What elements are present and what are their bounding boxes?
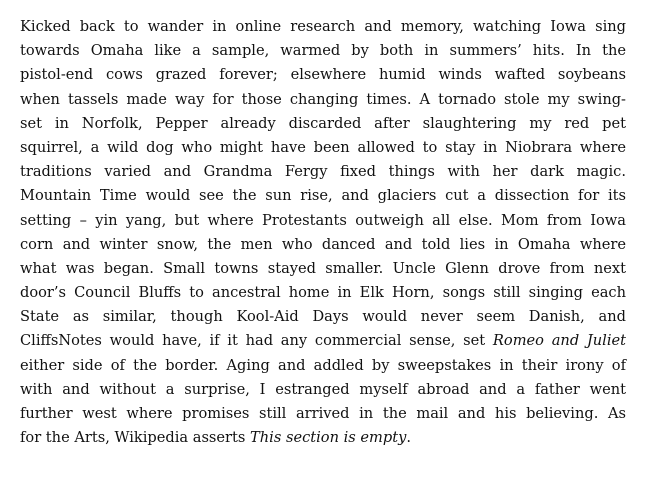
text-line-15: either side of the border. Aging and addled by sweepstakes in their irony of <box>20 356 626 374</box>
document-body <box>20 15 626 450</box>
text-line-3: pistol-end cows grazed forever; elsewhere humid winds wafted soybeans <box>20 66 626 84</box>
text-line-14 <box>20 329 626 353</box>
text-line-7: traditions varied and Grandma Fergy fixed things with her dark magic. <box>20 163 626 181</box>
text-line-10: corn and winter snow, the men who danced and told lies in Omaha where <box>20 235 626 253</box>
text-line-9: setting – yin yang, but where Protestants outweigh all else. Mom from Iowa <box>20 211 626 229</box>
text-line-18-start: for the Arts, Wikipedia asserts <box>20 429 251 447</box>
final-period: . <box>406 429 411 447</box>
text-line-13: State as similar, though Kool-Aid Days would never seem Danish, and <box>20 308 626 326</box>
text-line-8: Mountain Time would see the sun rise, and glaciers cut a dissection for its <box>20 187 626 205</box>
text-line-6: squirrel, a wild dog who might have been allowed to stay in Niobrara where <box>20 138 626 156</box>
italic-title-romeo: Romeo and Juliet <box>492 332 626 350</box>
text-line-12: door’s Council Bluffs to ancestral home in Elk Horn, songs still singing each <box>20 284 626 302</box>
text-line-11: what was began. Small towns stayed smaller. Uncle Glenn drove from next <box>20 259 626 277</box>
text-line-4: when tassels made way for those changing times. A tornado stole my swing- <box>20 90 626 108</box>
italic-section-empty: This section is empty <box>250 429 407 447</box>
text-line-14-start: CliffsNotes would have, if it had any commercial sense, set <box>20 332 493 350</box>
text-line-1: Kicked back to wander in online research and memory, watching Iowa sing <box>20 18 626 35</box>
text-line-16: with and without a surprise, I estranged myself abroad and a father went <box>20 380 626 398</box>
text-line-2: towards Omaha like a sample, warmed by both in summers’ hits. In the <box>20 42 626 60</box>
text-line-18 <box>20 426 626 450</box>
paragraph <box>20 15 626 450</box>
text-line-17: further west where promises still arrived in the mail and his believing. As <box>20 405 626 422</box>
text-line-5: set in Norfolk, Pepper already discarded after slaughtering my red pet <box>20 114 626 132</box>
